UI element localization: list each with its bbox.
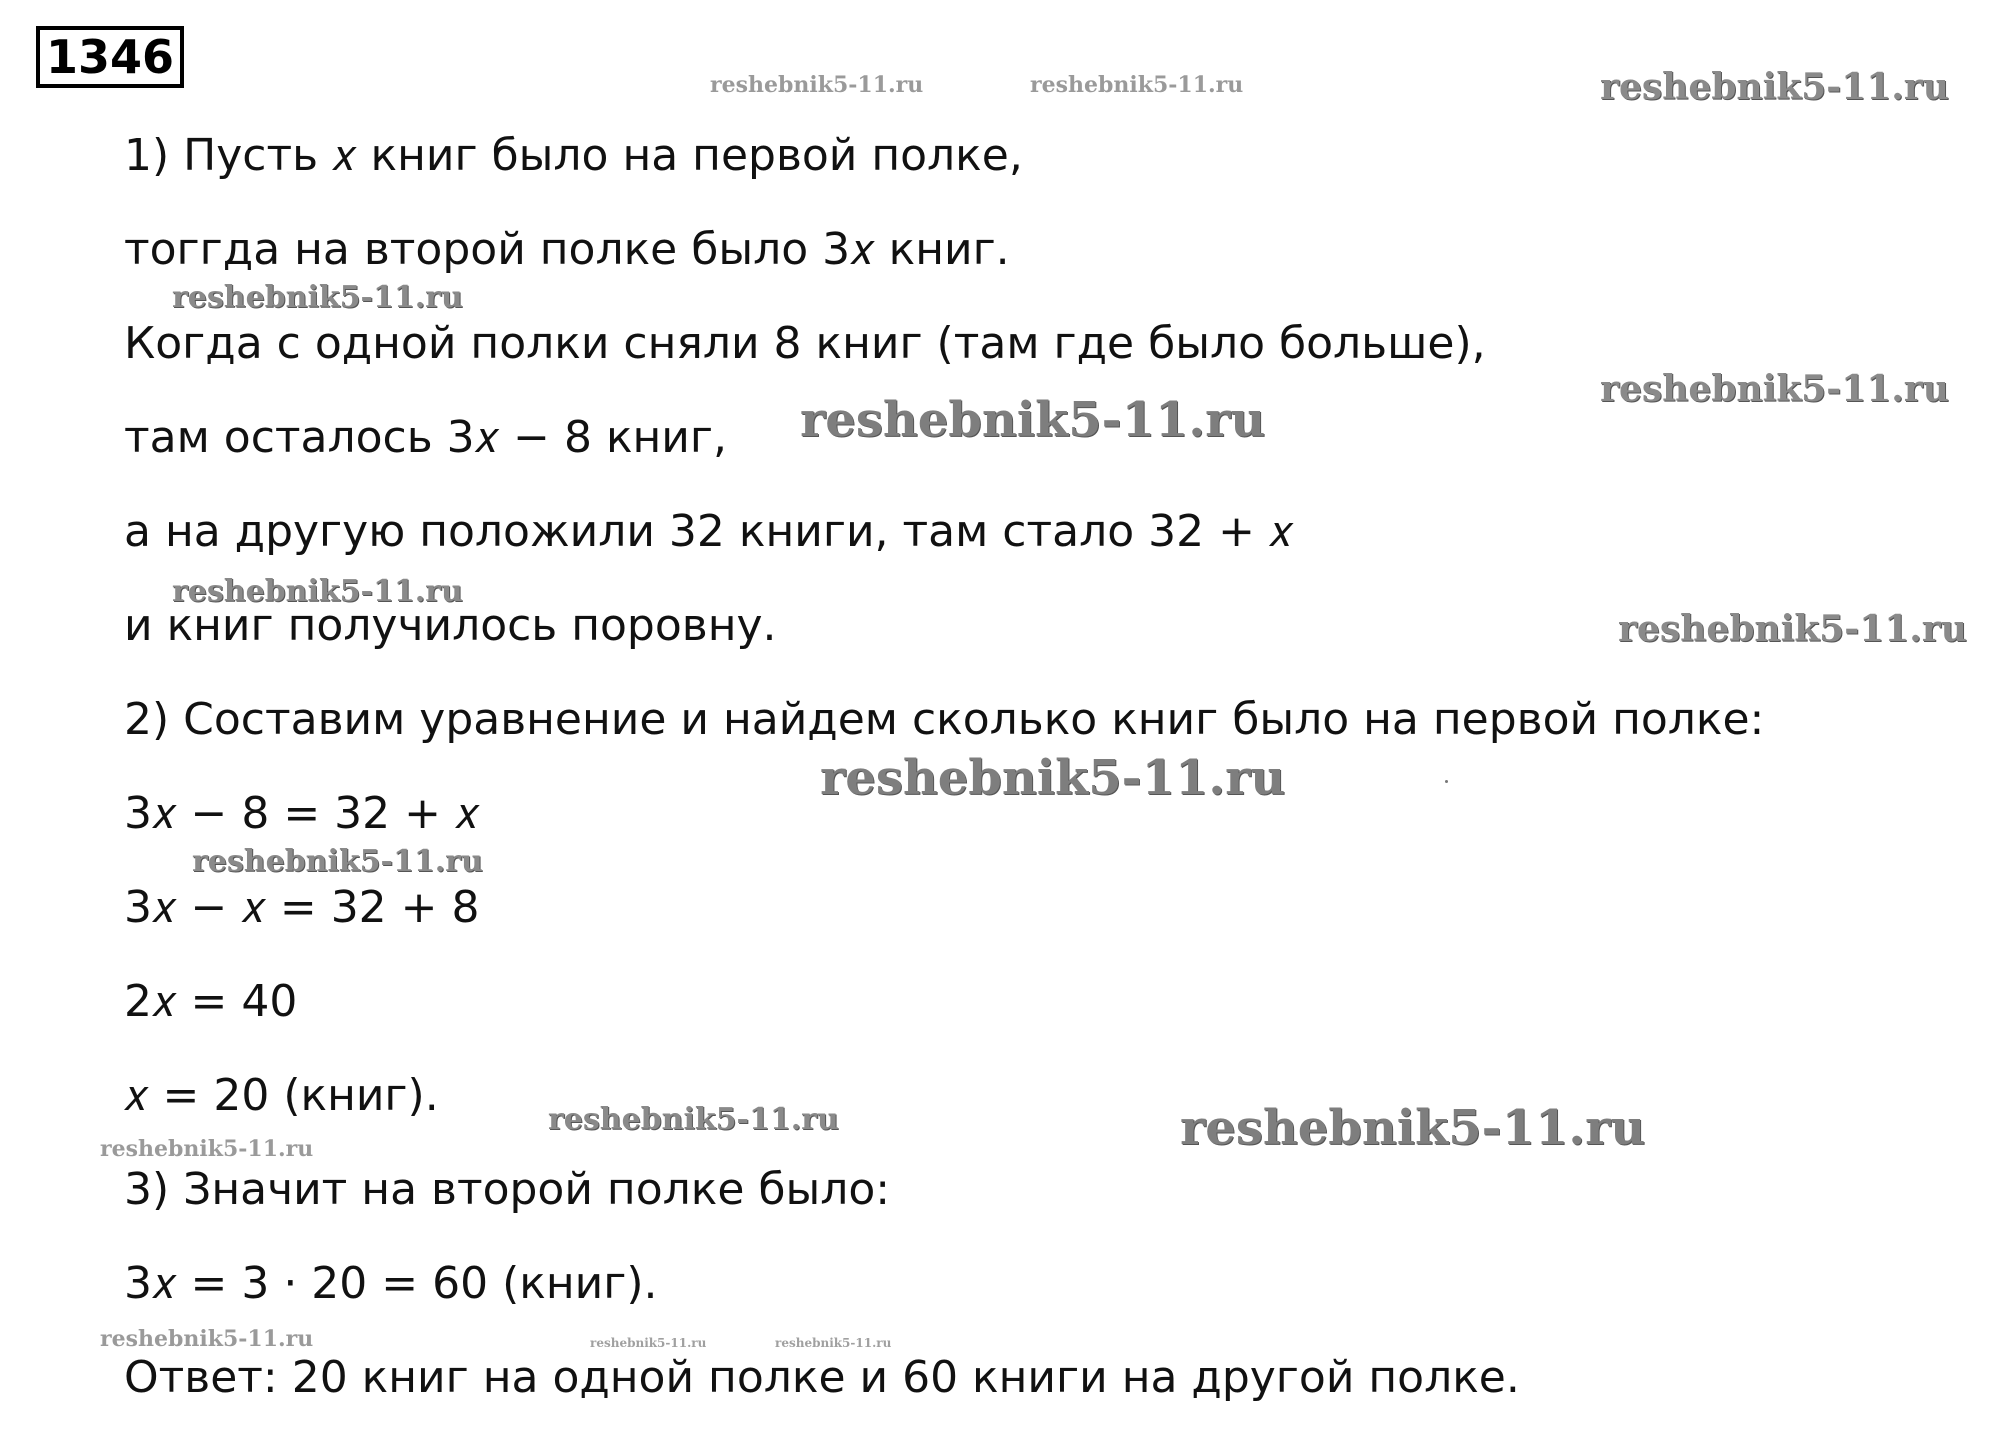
watermark: reshebnik5-11.ru <box>800 392 1266 448</box>
watermark: reshebnik5-11.ru <box>590 1336 707 1350</box>
solution-line-4: там осталось 3𝑥 − 8 книг, <box>124 412 727 463</box>
equation-line-4: 𝑥 = 20 (книг). <box>124 1070 439 1121</box>
solution-line-1: 1) Пусть 𝑥 книг было на первой полке, <box>124 130 1023 181</box>
watermark: reshebnik5-11.ru <box>710 72 924 98</box>
watermark: reshebnik5-11.ru <box>1030 72 1244 98</box>
solution-line-6: и книг получилось поровну. <box>124 600 777 651</box>
answer-line: Ответ: 20 книг на одной полке и 60 книги на другой полке. <box>124 1352 1520 1403</box>
equation-line-3: 2𝑥 = 40 <box>124 976 298 1027</box>
watermark: reshebnik5-11.ru <box>192 844 483 879</box>
watermark: reshebnik5-11.ru <box>548 1102 839 1137</box>
watermark: reshebnik5-11.ru <box>820 750 1286 806</box>
solution-line-5: а на другую положили 32 книги, там стало 32 + 𝑥 <box>124 506 1294 557</box>
watermark: reshebnik5-11.ru <box>100 1136 314 1162</box>
watermark: reshebnik5-11.ru <box>1600 368 1949 410</box>
solution-line-3: Когда с одной полки сняли 8 книг (там где было больше), <box>124 318 1486 369</box>
equation-line-1: 3𝑥 − 8 = 32 + 𝑥 <box>124 788 480 839</box>
watermark: reshebnik5-11.ru <box>1618 608 1967 650</box>
watermark: reshebnik5-11.ru <box>775 1336 892 1350</box>
equation-line-5: 3𝑥 = 3 · 20 = 60 (книг). <box>124 1258 658 1309</box>
problem-number-box: 1346 <box>36 26 184 88</box>
watermark: reshebnik5-11.ru <box>172 574 463 609</box>
watermark: reshebnik5-11.ru <box>1600 66 1949 108</box>
watermark: reshebnik5-11.ru <box>1180 1100 1646 1156</box>
watermark: reshebnik5-11.ru <box>172 280 463 315</box>
equation-line-2: 3𝑥 − 𝑥 = 32 + 8 <box>124 882 480 933</box>
solution-line-2: тоггда на второй полке было 3𝑥 книг. <box>124 224 1010 275</box>
scan-speck <box>1445 780 1448 783</box>
solution-line-12: 3) Значит на второй полке было: <box>124 1164 891 1215</box>
watermark: reshebnik5-11.ru <box>100 1326 314 1352</box>
solution-line-7: 2) Составим уравнение и найдем сколько книг было на первой полке: <box>124 694 1765 745</box>
